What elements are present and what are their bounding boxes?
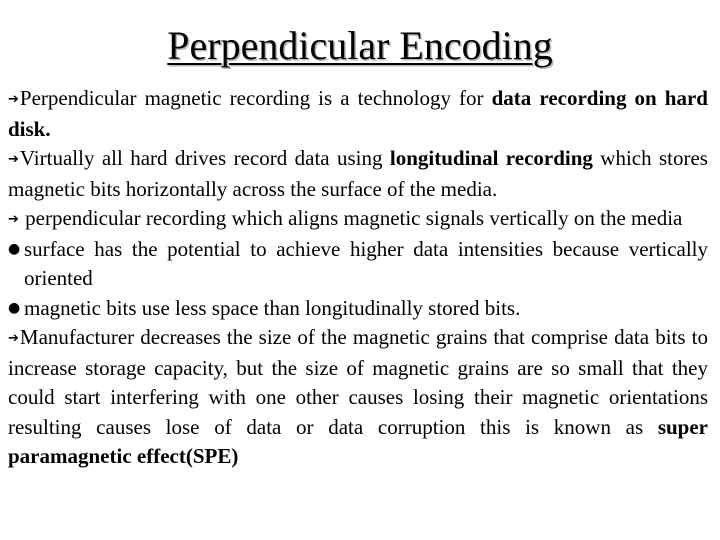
right-arrow-icon: ➔: [8, 331, 19, 346]
bullet-item-1: [8, 235, 708, 294]
right-arrow-icon: ➔: [8, 212, 19, 227]
paragraph-2-bold: longitudinal recording: [389, 146, 593, 170]
right-arrow-icon: ➔: [8, 92, 19, 107]
paragraph-4: [8, 323, 708, 472]
right-arrow-icon: ➔: [8, 152, 19, 167]
paragraph-4-bold: super paramagnetic effect(SPE): [8, 414, 708, 468]
paragraph-2: [8, 144, 708, 204]
paragraph-1-bold: data recording on hard disk.: [8, 86, 708, 141]
bullet-item-1-text: surface has the potential to achieve higher data intensities because vertically oriented: [24, 236, 708, 290]
paragraph-2-text: Virtually all hard drives record data using: [19, 146, 390, 170]
bullet-item-2-text: magnetic bits use less space than longitudinally stored bits.: [24, 295, 521, 320]
paragraph-1: [8, 84, 708, 144]
round-bullet-icon: ●: [8, 299, 21, 316]
bullet-item-2: [8, 294, 708, 324]
paragraph-3: [8, 204, 708, 235]
slide-title: Perpendicular Encoding: [167, 23, 553, 68]
round-bullet-icon: ●: [8, 240, 21, 257]
paragraph-4-text: Manufacturer decreases the size of the magnetic grains that comprise data bits to increase storage capacity, but the size of magnetic grains are so small that they could start interfering with one other causes losing their magnetic orientations resulting causes lose of data or data corruption this is known as: [8, 325, 708, 439]
slide-body: [8, 84, 708, 472]
paragraph-2-tail: which stores magnetic bits horizontally across the surface of the media.: [8, 146, 708, 201]
paragraph-3-text: perpendicular recording which aligns magnetic signals vertically on the media: [19, 206, 683, 230]
paragraph-1-text: Perpendicular magnetic recording is a technology for: [19, 86, 492, 110]
